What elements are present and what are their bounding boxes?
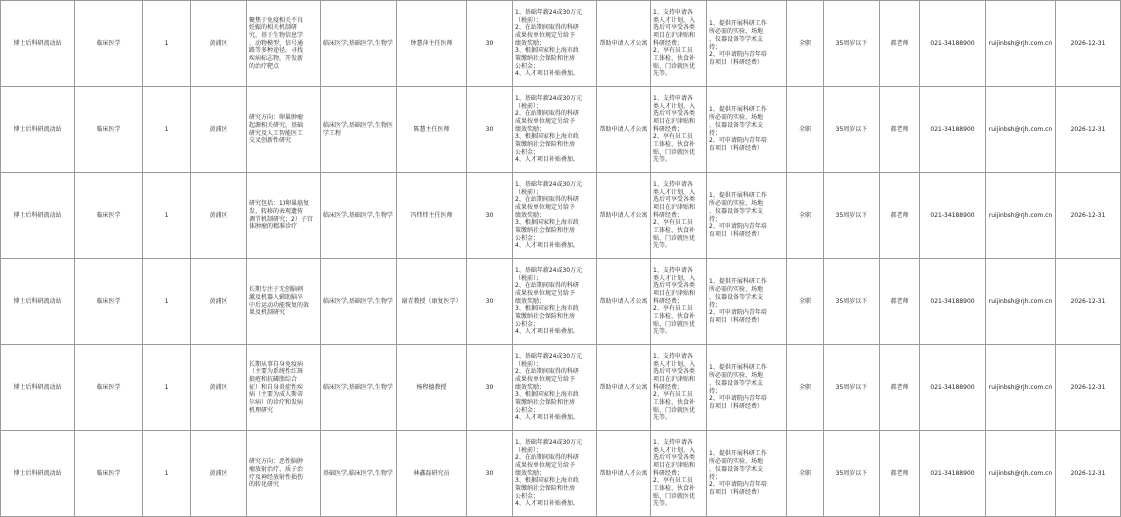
discipline-cell: 临床医学	[75, 431, 143, 517]
salary-cell	[513, 259, 597, 345]
support-cell-line: 2、享有员工员	[653, 219, 693, 227]
mentor-cell: 林鑫磊研究员	[397, 431, 467, 517]
research-direction-cell-line: 调节机制研究；2）子宫	[249, 215, 313, 223]
support-cell-line: 工体检、伙食补	[653, 485, 696, 493]
research-support-cell-line: 1、提供开展科研工作	[709, 106, 767, 114]
research-support-cell-line: 1、提供开展科研工作	[709, 20, 767, 28]
salary-cell-line: 3、根据国家和上海市政	[515, 47, 579, 55]
research-support-cell-line: 所必需的实验、场地	[709, 458, 764, 466]
discipline-cell: 临床医学	[75, 87, 143, 173]
support-cell-line: 2、享有员工员	[653, 133, 693, 141]
research-support-cell-line: 1、提供开展科研工作	[709, 278, 767, 286]
support-cell-line: 类人才计划，入	[653, 16, 696, 24]
support-cell-line: 科研经费；	[653, 211, 684, 219]
salary-cell-line: 2、在站期间取得的科研	[515, 196, 579, 204]
major-cell: 临床医学,基础医学,生物学	[321, 1, 397, 87]
research-support-cell-line: 、仪器设备等学术支	[709, 207, 764, 215]
contact-cell: 郝老师	[880, 431, 920, 517]
housing-cell: 帮助申请人才公寓	[597, 345, 651, 431]
research-direction-cell-line: 、动物模型、信号通	[249, 39, 304, 47]
support-cell-line: 先等。	[653, 242, 672, 250]
research-support-cell-line: 持；	[709, 43, 722, 51]
email-cell: ruijinbsh@rjh.com.cn	[986, 173, 1056, 259]
research-support-cell	[707, 259, 787, 345]
support-cell-line: 项目在沪津贴和	[653, 203, 696, 211]
research-direction-cell-line: 疾病标志物，开发新	[249, 55, 304, 63]
support-cell-line: 选后可享受各类	[653, 282, 696, 290]
research-direction-cell-line: 体肿瘤的精准诊疗	[249, 223, 298, 231]
phone-cell: 021-34188900	[920, 259, 986, 345]
salary-cell-line: 3、根据国家和上海市政	[515, 391, 579, 399]
salary-cell-line: 3、根据国家和上海市政	[515, 133, 579, 141]
support-cell-line: 类人才计划，入	[653, 360, 696, 368]
station-cell: 博士后科研流动站	[1, 87, 75, 173]
salary-cell-line: 成果按单位规定另给予	[515, 117, 576, 125]
discipline-cell: 临床医学	[75, 173, 143, 259]
salary-cell-line: 公积金；	[515, 62, 540, 70]
support-cell-line: 2、享有员工员	[653, 305, 693, 313]
salary-cell	[513, 345, 597, 431]
research-support-cell-line: 2、可申请院内青年培	[709, 395, 767, 403]
research-support-cell-line: 、仪器设备等学术支	[709, 35, 764, 43]
research-support-cell-line: 1、提供开展科研工作	[709, 364, 767, 372]
research-direction-cell-line: 研究方向：卵巢肿瘤	[249, 114, 304, 122]
research-support-cell-line: 1、提供开展科研工作	[709, 192, 767, 200]
quota-cell: 1	[143, 345, 191, 431]
research-support-cell	[707, 173, 787, 259]
support-cell-line: 项目在沪津贴和	[653, 375, 696, 383]
salary-cell-line: 2、在站期间取得的科研	[515, 368, 579, 376]
support-cell-line: 科研经费；	[653, 297, 684, 305]
research-support-cell-line: 育项目（科研经费）	[709, 230, 764, 238]
salary-cell-line: 绩效奖励；	[515, 39, 546, 47]
research-direction-cell	[247, 345, 321, 431]
quota-cell: 1	[143, 431, 191, 517]
salary-cell-line: 绩效奖励；	[515, 469, 546, 477]
support-cell-line: 1、支持申请各	[653, 180, 693, 188]
salary-cell-line: 公积金；	[515, 320, 540, 328]
salary-cell-line: 绩效奖励；	[515, 125, 546, 133]
table-row	[1, 345, 1121, 431]
research-direction-cell-line: 尔病）的诊疗和发病	[249, 399, 304, 407]
salary-cell-line: 公积金；	[515, 406, 540, 414]
research-support-cell-line: 2、可申请院内青年培	[709, 51, 767, 59]
support-cell-line: 贴、门诊就医优	[653, 320, 696, 328]
station-cell: 博士后科研流动站	[1, 259, 75, 345]
discipline-cell: 临床医学	[75, 1, 143, 87]
mentor-cell: 杨程德教授	[397, 345, 467, 431]
deadline-cell: 2026-12-31	[1056, 1, 1121, 87]
salary-cell-line: （税前）；	[515, 360, 543, 368]
email-cell: ruijinbsh@rjh.com.cn	[986, 87, 1056, 173]
research-direction-cell-line: 妊娠的相关机制研	[249, 24, 298, 32]
research-support-cell-line: 持；	[709, 215, 722, 223]
salary-cell-line: 3、根据国家和上海市政	[515, 219, 579, 227]
research-direction-cell	[247, 173, 321, 259]
research-support-cell-line: 1、提供开展科研工作	[709, 450, 767, 458]
salary-cell-line: 绩效奖励；	[515, 383, 546, 391]
support-cell-line: 2、享有员工员	[653, 391, 693, 399]
table-body	[1, 1, 1121, 517]
research-support-cell-line: 、仪器设备等学术支	[709, 121, 764, 129]
age-cell: 35周岁以下	[824, 345, 880, 431]
support-cell-line: 选后可享受各类	[653, 110, 696, 118]
research-support-cell-line: 所必需的实验、场地	[709, 200, 764, 208]
support-cell-line: 贴、门诊就医优	[653, 62, 696, 70]
support-cell-line: 1、支持申请各	[653, 94, 693, 102]
research-support-cell	[707, 345, 787, 431]
employment-cell: 全职	[787, 259, 824, 345]
table-row	[1, 173, 1121, 259]
campus-cell: 黄浦区	[191, 1, 247, 87]
table-row	[1, 259, 1121, 345]
salary-cell-line: 4、人才项目补贴叠加。	[515, 500, 579, 508]
email-cell: ruijinbsh@rjh.com.cn	[986, 1, 1056, 87]
email-cell: ruijinbsh@rjh.com.cn	[986, 345, 1056, 431]
support-cell-line: 选后可享受各类	[653, 454, 696, 462]
research-support-cell-line: 2、可申请院内青年培	[709, 481, 767, 489]
station-cell: 博士后科研流动站	[1, 431, 75, 517]
housing-cell: 帮助申请人才公寓	[597, 87, 651, 173]
salary-cell-line: （税前）；	[515, 446, 543, 454]
campus-cell: 黄浦区	[191, 259, 247, 345]
table-row	[1, 87, 1121, 173]
support-cell-line: 选后可享受各类	[653, 24, 696, 32]
major-cell: 临床医学,基础医学,生物学	[321, 173, 397, 259]
support-cell-line: 1、支持申请各	[653, 352, 693, 360]
major-cell: 临床医学,基础医学,生物医学工程	[321, 87, 397, 173]
campus-cell: 黄浦区	[191, 87, 247, 173]
mentor-cell: 钟慧萍主任医师	[397, 1, 467, 87]
age-cell: 35周岁以下	[824, 431, 880, 517]
email-cell: ruijinbsh@rjh.com.cn	[986, 259, 1056, 345]
research-direction-cell-line: 征）和自身炎症性疾	[249, 383, 304, 391]
support-cell-line: 先等。	[653, 414, 672, 422]
employment-cell: 全职	[787, 173, 824, 259]
employment-cell: 全职	[787, 345, 824, 431]
support-cell-line: 先等。	[653, 156, 672, 164]
research-direction-cell	[247, 1, 321, 87]
quota-cell: 1	[143, 259, 191, 345]
salary-cell-line: 2、在站期间取得的科研	[515, 24, 579, 32]
contact-cell: 郝老师	[880, 259, 920, 345]
support-cell-line: 项目在沪津贴和	[653, 31, 696, 39]
deadline-cell: 2026-12-31	[1056, 173, 1121, 259]
research-direction-cell-line: 长期专注于无创脑刺	[249, 286, 304, 294]
research-support-cell-line: 育项目（科研经费）	[709, 144, 764, 152]
phone-cell: 021-34188900	[920, 431, 986, 517]
support-cell-line: 工体检、伙食补	[653, 399, 696, 407]
table-row	[1, 1, 1121, 87]
people-cell: 30	[467, 87, 513, 173]
housing-cell: 帮助申请人才公寓	[597, 431, 651, 517]
research-direction-cell-line: 交叉创新性研究	[249, 137, 292, 145]
research-support-cell-line: 、仪器设备等学术支	[709, 293, 764, 301]
research-support-cell-line: 育项目（科研经费）	[709, 316, 764, 324]
salary-cell-line: 4、人才项目补贴叠加。	[515, 156, 579, 164]
research-support-cell	[707, 1, 787, 87]
research-direction-cell-line: 病（主要为成人斯蒂	[249, 391, 304, 399]
research-support-cell-line: 2、可申请院内青年培	[709, 223, 767, 231]
deadline-cell: 2026-12-31	[1056, 431, 1121, 517]
quota-cell: 1	[143, 1, 191, 87]
salary-cell	[513, 87, 597, 173]
support-cell-line: 项目在沪津贴和	[653, 289, 696, 297]
salary-cell-line: 成果按单位规定另给予	[515, 375, 576, 383]
salary-cell-line: 策缴纳社会保险和住房	[515, 141, 576, 149]
support-cell-line: 先等。	[653, 70, 672, 78]
support-cell-line: 选后可享受各类	[653, 196, 696, 204]
support-cell-line: 类人才计划，入	[653, 188, 696, 196]
research-direction-cell-line: 果及机制研究	[249, 309, 286, 317]
support-cell	[651, 345, 707, 431]
salary-cell-line: 1、基础年薪24或30万元	[515, 8, 583, 16]
phone-cell: 021-34188900	[920, 345, 986, 431]
major-cell: 基础医学,临床医学,生物学	[321, 431, 397, 517]
support-cell	[651, 173, 707, 259]
major-cell: 临床医学,基础医学,生物学	[321, 259, 397, 345]
research-support-cell-line: 育项目（科研经费）	[709, 402, 764, 410]
phone-cell: 021-34188900	[920, 173, 986, 259]
research-support-cell-line: 2、可申请院内青年培	[709, 137, 767, 145]
research-direction-cell	[247, 87, 321, 173]
people-cell: 30	[467, 259, 513, 345]
support-cell-line: 工体检、伙食补	[653, 141, 696, 149]
mentor-cell: 陈慧主任医师	[397, 87, 467, 173]
research-support-cell-line: 持；	[709, 473, 722, 481]
salary-cell	[513, 173, 597, 259]
quota-cell: 1	[143, 173, 191, 259]
salary-cell-line: 4、人才项目补贴叠加。	[515, 242, 579, 250]
research-direction-cell-line: 研究包括：1)卵巢癌复	[249, 200, 310, 208]
major-cell: 临床医学,基础医学,生物学	[321, 345, 397, 431]
salary-cell-line: 4、人才项目补贴叠加。	[515, 414, 579, 422]
research-direction-cell-line: 研究方向：恶性脑肿	[249, 458, 304, 466]
salary-cell-line: （税前）；	[515, 188, 543, 196]
support-cell-line: 类人才计划，入	[653, 274, 696, 282]
station-cell: 博士后科研流动站	[1, 345, 75, 431]
salary-cell-line: （税前）；	[515, 16, 543, 24]
research-support-cell-line: 所必需的实验、场地	[709, 372, 764, 380]
salary-cell-line: 策缴纳社会保险和住房	[515, 55, 576, 63]
research-direction-cell-line: 发、转移的表观遗传	[249, 207, 304, 215]
phone-cell: 021-34188900	[920, 1, 986, 87]
employment-cell: 全职	[787, 431, 824, 517]
research-direction-cell-line: 究，基于生物信息学	[249, 31, 304, 39]
people-cell: 30	[467, 345, 513, 431]
research-direction-cell-line: 中后运动功能恢复的效	[249, 301, 310, 309]
salary-cell-line: 2、在站期间取得的科研	[515, 282, 579, 290]
support-cell-line: 项目在沪津贴和	[653, 117, 696, 125]
support-cell-line: 贴、门诊就医优	[653, 492, 696, 500]
support-cell-line: 贴、门诊就医优	[653, 234, 696, 242]
support-cell-line: 科研经费；	[653, 125, 684, 133]
support-cell-line: 工体检、伙食补	[653, 55, 696, 63]
housing-cell: 帮助申请人才公寓	[597, 259, 651, 345]
research-direction-cell-line: 长期从事自身免疫病	[249, 360, 304, 368]
support-cell-line: 贴、门诊就医优	[653, 148, 696, 156]
support-cell-line: 项目在沪津贴和	[653, 461, 696, 469]
mentor-cell: 谢青教授（康复医学）	[397, 259, 467, 345]
research-support-cell-line: 持；	[709, 301, 722, 309]
support-cell-line: 先等。	[653, 328, 672, 336]
people-cell: 30	[467, 431, 513, 517]
support-cell-line: 2、享有员工员	[653, 477, 693, 485]
research-direction-cell-line: 的转化研究	[249, 481, 280, 489]
salary-cell-line: 3、根据国家和上海市政	[515, 305, 579, 313]
contact-cell: 郝老师	[880, 1, 920, 87]
research-support-cell-line: 所必需的实验、场地	[709, 114, 764, 122]
research-support-cell-line: 持；	[709, 129, 722, 137]
salary-cell-line: （税前）；	[515, 102, 543, 110]
campus-cell: 黄浦区	[191, 173, 247, 259]
salary-cell-line: 成果按单位规定另给予	[515, 461, 576, 469]
phone-cell: 021-34188900	[920, 87, 986, 173]
salary-cell-line: 3、根据国家和上海市政	[515, 477, 579, 485]
salary-cell-line: 1、基础年薪24或30万元	[515, 352, 583, 360]
support-cell-line: 工体检、伙食补	[653, 227, 696, 235]
research-direction-cell-line: 研究及人工智能医工	[249, 129, 304, 137]
support-cell	[651, 431, 707, 517]
deadline-cell: 2026-12-31	[1056, 87, 1121, 173]
deadline-cell: 2026-12-31	[1056, 259, 1121, 345]
research-support-cell-line: 育项目（科研经费）	[709, 488, 764, 496]
support-cell-line: 类人才计划，入	[653, 446, 696, 454]
research-support-cell-line: 所必需的实验、场地	[709, 28, 764, 36]
salary-cell-line: 1、基础年薪24或30万元	[515, 94, 583, 102]
contact-cell: 郝老师	[880, 173, 920, 259]
salary-cell-line: 策缴纳社会保险和住房	[515, 399, 576, 407]
support-cell-line: 1、支持申请各	[653, 8, 693, 16]
salary-cell-line: 2、在站期间取得的科研	[515, 454, 579, 462]
research-support-cell-line: 、仪器设备等学术支	[709, 379, 764, 387]
employment-cell: 全职	[787, 87, 824, 173]
research-direction-cell-line: 疗及神经放射性损伤	[249, 473, 304, 481]
salary-cell-line: 策缴纳社会保险和住房	[515, 485, 576, 493]
salary-cell-line: 绩效奖励；	[515, 211, 546, 219]
research-direction-cell-line: 路等多种途径，寻找	[249, 47, 304, 55]
salary-cell-line: 成果按单位规定另给予	[515, 289, 576, 297]
salary-cell-line: 4、人才项目补贴叠加。	[515, 70, 579, 78]
salary-cell	[513, 1, 597, 87]
research-direction-cell-line: 激及机器人辅助脑卒	[249, 293, 304, 301]
support-cell-line: 贴、门诊就医优	[653, 406, 696, 414]
research-direction-cell-line: 聚焦于免疫相关不良	[249, 16, 304, 24]
research-direction-cell-line: 起源相关研究，基础	[249, 121, 304, 129]
quota-cell: 1	[143, 87, 191, 173]
research-direction-cell-line: 瘤放射治疗、质子治	[249, 465, 304, 473]
salary-cell	[513, 431, 597, 517]
support-cell-line: 选后可享受各类	[653, 368, 696, 376]
people-cell: 30	[467, 173, 513, 259]
mentor-cell: 冯炜炜主任医师	[397, 173, 467, 259]
support-cell-line: 先等。	[653, 500, 672, 508]
contact-cell: 郝老师	[880, 345, 920, 431]
contact-cell: 郝老师	[880, 87, 920, 173]
age-cell: 35周岁以下	[824, 173, 880, 259]
salary-cell-line: （税前）；	[515, 274, 543, 282]
support-cell-line: 2、享有员工员	[653, 47, 693, 55]
salary-cell-line: 2、在站期间取得的科研	[515, 110, 579, 118]
salary-cell-line: 1、基础年薪24或30万元	[515, 438, 583, 446]
support-cell-line: 1、支持申请各	[653, 266, 693, 274]
research-support-cell-line: 、仪器设备等学术支	[709, 465, 764, 473]
research-support-cell-line: 所必需的实验、场地	[709, 286, 764, 294]
research-direction-cell-line: 的治疗靶点	[249, 62, 280, 70]
salary-cell-line: 策缴纳社会保险和住房	[515, 227, 576, 235]
support-cell	[651, 259, 707, 345]
research-support-cell-line: 2、可申请院内青年培	[709, 309, 767, 317]
deadline-cell: 2026-12-31	[1056, 345, 1121, 431]
salary-cell-line: 绩效奖励；	[515, 297, 546, 305]
salary-cell-line: 策缴纳社会保险和住房	[515, 313, 576, 321]
support-cell-line: 科研经费；	[653, 469, 684, 477]
salary-cell-line: 公积金；	[515, 234, 540, 242]
table-row	[1, 431, 1121, 517]
research-direction-cell-line: 狼疮和抗磷脂综合	[249, 375, 298, 383]
housing-cell: 帮助申请人才公寓	[597, 1, 651, 87]
salary-cell-line: 4、人才项目补贴叠加。	[515, 328, 579, 336]
support-cell	[651, 87, 707, 173]
age-cell: 35周岁以下	[824, 1, 880, 87]
research-support-cell	[707, 431, 787, 517]
station-cell: 博士后科研流动站	[1, 173, 75, 259]
research-direction-cell	[247, 259, 321, 345]
support-cell-line: 1、支持申请各	[653, 438, 693, 446]
salary-cell-line: 公积金；	[515, 148, 540, 156]
research-direction-cell-line: 机理研究	[249, 406, 274, 414]
salary-cell-line: 公积金；	[515, 492, 540, 500]
support-cell-line: 科研经费；	[653, 383, 684, 391]
support-cell-line: 工体检、伙食补	[653, 313, 696, 321]
discipline-cell: 临床医学	[75, 259, 143, 345]
discipline-cell: 临床医学	[75, 345, 143, 431]
support-cell	[651, 1, 707, 87]
people-cell: 30	[467, 1, 513, 87]
station-cell: 博士后科研流动站	[1, 1, 75, 87]
housing-cell: 帮助申请人才公寓	[597, 173, 651, 259]
age-cell: 35周岁以下	[824, 87, 880, 173]
employment-cell: 全职	[787, 1, 824, 87]
age-cell: 35周岁以下	[824, 259, 880, 345]
support-cell-line: 科研经费；	[653, 39, 684, 47]
research-support-cell-line: 育项目（科研经费）	[709, 58, 764, 66]
salary-cell-line: 1、基础年薪24或30万元	[515, 180, 583, 188]
email-cell: ruijinbsh@rjh.com.cn	[986, 431, 1056, 517]
research-support-cell	[707, 87, 787, 173]
campus-cell: 黄浦区	[191, 345, 247, 431]
salary-cell-line: 成果按单位规定另给予	[515, 203, 576, 211]
research-support-cell-line: 持；	[709, 387, 722, 395]
research-direction-cell	[247, 431, 321, 517]
salary-cell-line: 成果按单位规定另给予	[515, 31, 576, 39]
support-cell-line: 类人才计划，入	[653, 102, 696, 110]
campus-cell: 黄浦区	[191, 431, 247, 517]
research-direction-cell-line: （主要为系统性红斑	[249, 368, 304, 376]
salary-cell-line: 1、基础年薪24或30万元	[515, 266, 583, 274]
